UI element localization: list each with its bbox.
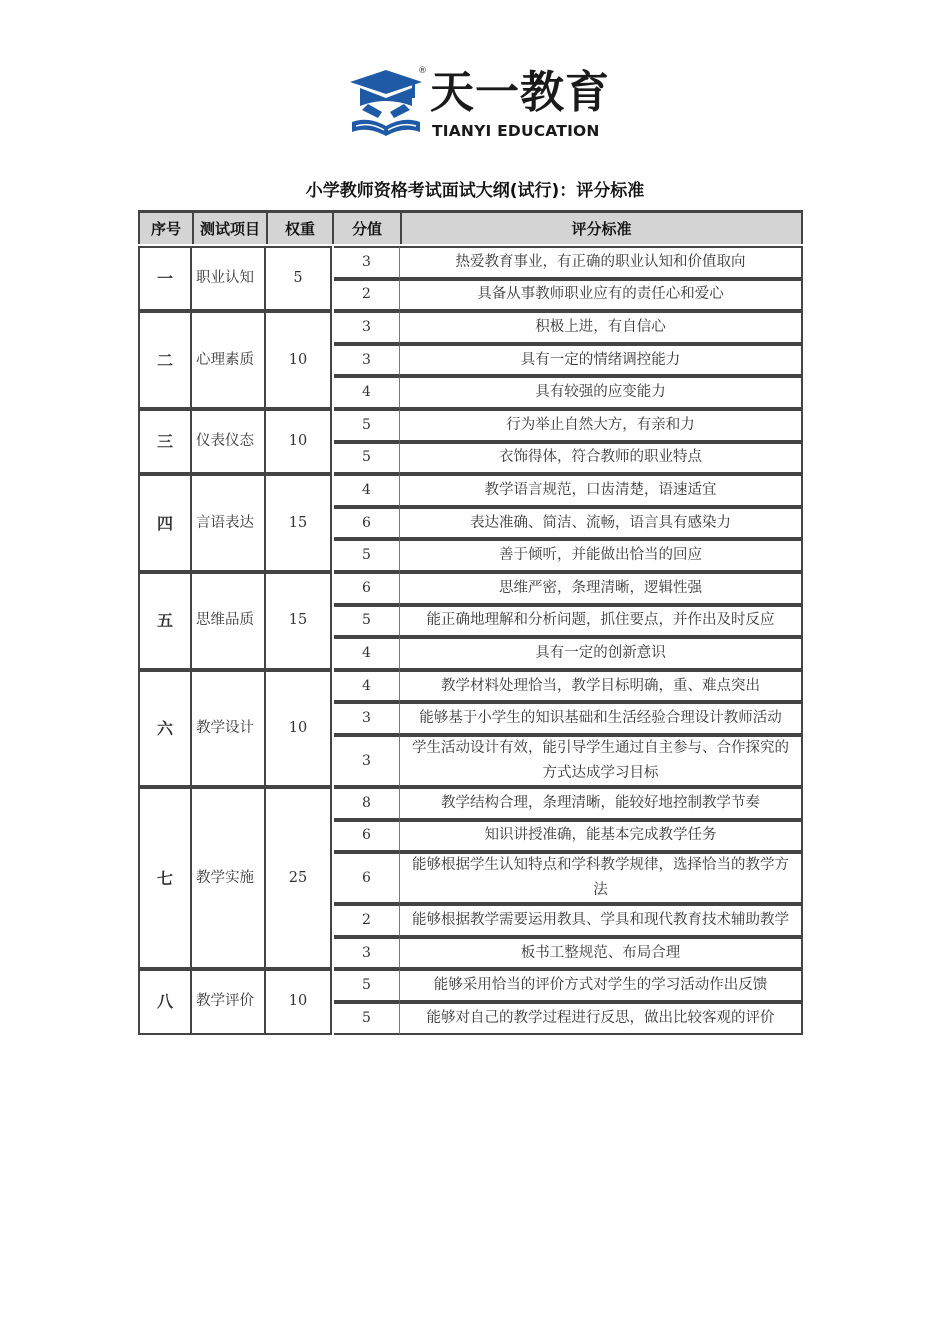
group-seq-cell: 七 — [138, 787, 192, 969]
score-cell: 6 — [334, 572, 400, 605]
score-cell: 2 — [334, 904, 400, 937]
standard-cell: 知识讲授准确，能基本完成教学任务 — [400, 820, 803, 853]
score-cell: 5 — [334, 442, 400, 475]
tianyi-logo — [348, 66, 628, 146]
standard-cell: 能够采用恰当的评价方式对学生的学习活动作出反馈 — [400, 969, 803, 1002]
header-seq: 序号 — [138, 210, 192, 244]
group-item-cell: 仪表仪态 — [192, 409, 266, 474]
standard-cell: 学生活动设计有效，能引导学生通过自主参与、合作探究的方式达成学习目标 — [400, 735, 803, 787]
score-cell: 5 — [334, 605, 400, 638]
group-item-cell: 教学评价 — [192, 969, 266, 1034]
score-cell: 6 — [334, 507, 400, 540]
group-weight-cell: 5 — [266, 246, 332, 311]
score-cell: 6 — [334, 820, 400, 853]
standard-cell: 具有较强的应变能力 — [400, 376, 803, 409]
group-weight-cell: 15 — [266, 572, 332, 670]
standard-cell: 表达准确、简洁、流畅，语言具有感染力 — [400, 507, 803, 540]
score-cell: 3 — [334, 246, 400, 279]
score-cell: 3 — [334, 311, 400, 344]
group-item-cell: 教学实施 — [192, 787, 266, 969]
group-weight-cell: 15 — [266, 474, 332, 572]
group-weight-cell: 10 — [266, 969, 332, 1034]
group-item-cell: 思维品质 — [192, 572, 266, 670]
group-weight-cell: 10 — [266, 409, 332, 474]
score-cell: 5 — [334, 539, 400, 572]
score-cell: 4 — [334, 670, 400, 703]
standard-cell: 能够根据学生认知特点和学科教学规律，选择恰当的教学方法 — [400, 852, 803, 904]
group-weight-cell: 25 — [266, 787, 332, 969]
score-cell: 5 — [334, 409, 400, 442]
standard-cell: 善于倾听，并能做出恰当的回应 — [400, 539, 803, 572]
standard-cell: 教学结构合理，条理清晰，能较好地控制教学节奏 — [400, 787, 803, 820]
standard-cell: 具备从事教师职业应有的责任心和爱心 — [400, 279, 803, 312]
standard-cell: 能够基于小学生的知识基础和生活经验合理设计教师活动 — [400, 702, 803, 735]
score-cell: 5 — [334, 1002, 400, 1035]
score-cell: 6 — [334, 852, 400, 904]
standard-cell: 具有一定的情绪调控能力 — [400, 344, 803, 377]
standard-cell: 思维严密，条理清晰，逻辑性强 — [400, 572, 803, 605]
standard-cell: 热爱教育事业，有正确的职业认知和价值取向 — [400, 246, 803, 279]
score-cell: 2 — [334, 279, 400, 312]
header-item: 测试项目 — [192, 210, 266, 244]
brand-name-cn: 天一教育 — [430, 67, 610, 118]
standard-cell: 板书工整规范、布局合理 — [400, 937, 803, 970]
score-cell: 3 — [334, 735, 400, 787]
score-cell: 3 — [334, 937, 400, 970]
group-seq-cell: 八 — [138, 969, 192, 1034]
group-seq-cell: 三 — [138, 409, 192, 474]
group-item-cell: 言语表达 — [192, 474, 266, 572]
standard-cell: 具有一定的创新意识 — [400, 637, 803, 670]
header-score: 分值 — [334, 210, 400, 244]
group-weight-cell: 10 — [266, 670, 332, 787]
brand-name-en: TIANYI EDUCATION — [432, 122, 600, 140]
score-cell: 3 — [334, 344, 400, 377]
standard-cell: 教学材料处理恰当，教学目标明确，重、难点突出 — [400, 670, 803, 703]
standard-cell: 积极上进，有自信心 — [400, 311, 803, 344]
graduation-cap-book-icon — [348, 66, 424, 142]
standard-cell: 能够根据教学需要运用教具、学具和现代教育技术辅助教学 — [400, 904, 803, 937]
score-cell: 4 — [334, 376, 400, 409]
standard-cell: 教学语言规范，口齿清楚，语速适宜 — [400, 474, 803, 507]
score-cell: 8 — [334, 787, 400, 820]
group-seq-cell: 一 — [138, 246, 192, 311]
registered-mark: ® — [418, 66, 427, 76]
group-seq-cell: 四 — [138, 474, 192, 572]
score-cell: 5 — [334, 969, 400, 1002]
group-item-cell: 职业认知 — [192, 246, 266, 311]
group-item-cell: 心理素质 — [192, 311, 266, 409]
group-seq-cell: 二 — [138, 311, 192, 409]
score-cell: 4 — [334, 637, 400, 670]
header-standard: 评分标准 — [400, 210, 803, 244]
group-seq-cell: 六 — [138, 670, 192, 787]
standard-cell: 行为举止自然大方，有亲和力 — [400, 409, 803, 442]
standard-cell: 能够对自己的教学过程进行反思，做出比较客观的评价 — [400, 1002, 803, 1035]
standard-cell: 衣饰得体，符合教师的职业特点 — [400, 442, 803, 475]
score-cell: 4 — [334, 474, 400, 507]
header-weight: 权重 — [266, 210, 334, 244]
group-seq-cell: 五 — [138, 572, 192, 670]
score-cell: 3 — [334, 702, 400, 735]
standard-cell: 能正确地理解和分析问题，抓住要点，并作出及时反应 — [400, 605, 803, 638]
group-weight-cell: 10 — [266, 311, 332, 409]
group-item-cell: 教学设计 — [192, 670, 266, 787]
page-title: 小学教师资格考试面试大纲(试行)：评分标准 — [305, 181, 645, 201]
